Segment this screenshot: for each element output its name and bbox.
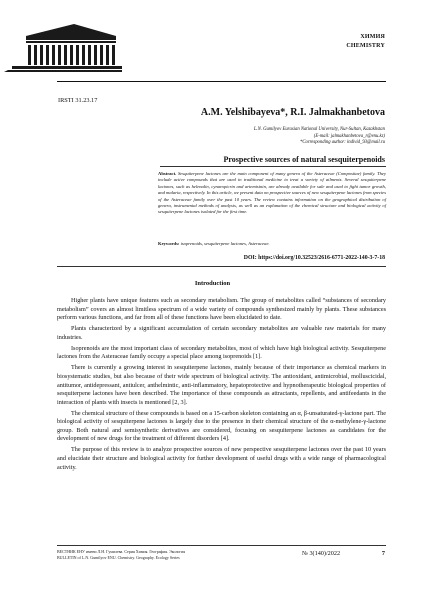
- journal-footer: [57, 549, 185, 562]
- body-text: [57, 297, 386, 475]
- keywords-label: Keywords:: [158, 241, 180, 246]
- university-building-logo: [4, 14, 122, 72]
- page-number: 7: [381, 550, 385, 557]
- issue-number: № 3(140)/2022: [302, 550, 341, 557]
- affiliation-email: (E-mail: jalmakhanbetova_r@enu.kz): [313, 133, 385, 139]
- section-label-kz: ХИМИЯ: [360, 34, 385, 40]
- doi-divider: [57, 266, 386, 267]
- abstract-text: Sesquiterpene lactones are the main component of many genera of the Asteraceae (Compositae) family. They include active compounds that are used in traditional medicine to treat a variety of ailments. Several sesquiterpene lactones, such as helenalin, cynaropicrin and artemisinin, are already available for sale and used to fight tumor growth, and malaria, respectively. In this article, we present data on prospective sources of new sesquiterpene lactones from species of the Asteraceae family over the past 10 years. The review contains information on the geographical distribution of genera, instrumental methods of analysis, as well as an explanation of the chemical structure and biological activity of sesquiterpene lactones isolated for the first time.: [158, 171, 386, 215]
- affiliation: [254, 127, 385, 147]
- paragraph: The chemical structure of these compounds is based on a 15-carbon skeleton containing an α, β-unsaturated-γ-lactone part. The biological activity of sesquiterpene lactones is largely due to the presence in their chemical structure of the α-methylene-γ-lactone group. Both natural and semisynthetic derivatives are considered, focusing on sesquiterpene lactones as candidates for the development of new drugs for the treatment of different disorders [4].: [57, 409, 387, 443]
- paragraph: There is currently a growing interest in sesquiterpene lactones, mainly because of their importance as chemical markers in biosystematic studies, but also because of their wide spectrum of biological activity. The antioxidant, antimicrobial, molluscicidal, antitumor, antidepressant, antiulcer, anthelmintic, anti-inflammatory, hepatoprotective and hypnotherapeutic biological properties of sesquiterpene lactones have been described. The importance of these compounds as attractants, repellents, and antifeedants in the interaction of plants with insects is mentioned [2, 3].: [57, 364, 386, 406]
- article-title: Prospective sources of natural sesquiterpenoids: [223, 155, 385, 164]
- keywords-text: isoprenoids, sesquiterpene lactones, Asteraceae.: [180, 241, 270, 246]
- header-divider: [57, 81, 386, 82]
- section-label-en: CHEMISTRY: [346, 43, 385, 49]
- journal-name-en: BULLETIN of L.N. Gumilyov ENU. Chemistry. Geography. Ecology Series: [57, 555, 180, 561]
- abstract-label: Abstract.: [158, 171, 177, 176]
- journal-name-ru: ВЕСТНИК ЕНУ имени Л.Н. Гумилева. Серия Химия. География. Экология: [57, 549, 186, 554]
- irsti-code: IRSTI 31.23.17: [58, 97, 98, 104]
- paragraph: The purpose of this review is to analyze prospective sources of new perspective sesquiterpene lactones over the past 10 years and elucidate their structure and biological activity for further development of useful drugs with a wide range of pharmacological activity.: [57, 446, 386, 471]
- corresponding-author: *Corresponding author: individ_93@mail.ru: [300, 140, 385, 146]
- abstract: [158, 171, 386, 216]
- doi-link[interactable]: DOI: https://doi.org/10.32523/2616-6771-2022-140-3-7-18: [243, 255, 385, 261]
- authors: A.M. Yelshibayeva*, R.I. Jalmakhanbetova: [200, 107, 385, 118]
- paragraph: Plants characterized by a significant accumulation of certain secondary metabolites are valuable raw materials for many industries.: [57, 325, 386, 341]
- title-divider: [160, 166, 386, 167]
- paragraph: Isoprenoids are the most important class of secondary metabolites, most of which have high biological activity. Sesquiterpene lactones from the Asteraceae family occupy a special place among isoprenoids [1].: [57, 344, 386, 361]
- keywords: [158, 241, 386, 247]
- section-label: [346, 33, 385, 51]
- section-heading-introduction: Introduction: [194, 280, 231, 287]
- footer-divider: [57, 545, 386, 546]
- paragraph: Higher plants have unique features such as secondary metabolism. The group of metabolites called “substances of secondary metabolism” covers an almost limitless spectrum of a wide variety of compounds synthesized mainly by plants. These substances perform various functions, and far from all of these functions have been elucidated to date.: [57, 297, 386, 322]
- affiliation-institution: L.N. Gumilyov Eurasian National University, Nur-Sultan, Kazakhstan: [253, 127, 385, 132]
